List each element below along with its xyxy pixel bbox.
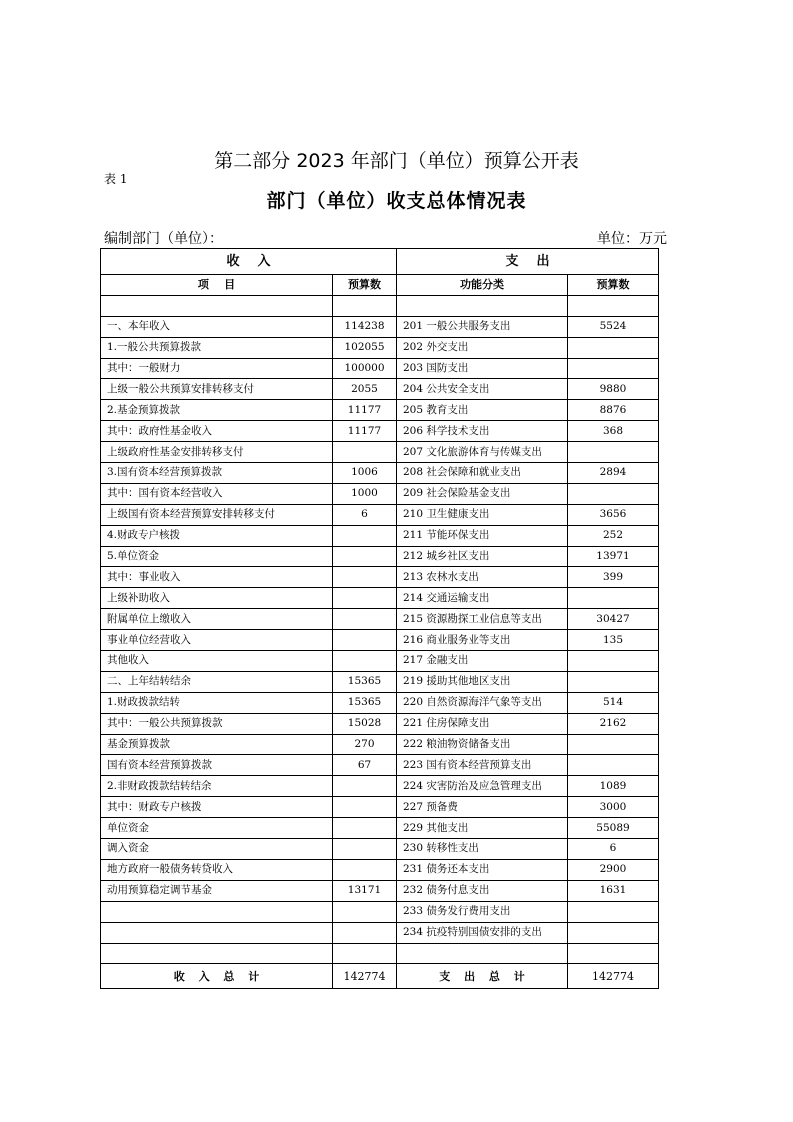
function-amount-cell: 368	[568, 421, 659, 442]
income-item-cell: 国有资本经营预算拨款	[101, 755, 333, 776]
income-amount-cell	[333, 797, 397, 818]
income-item-cell	[101, 901, 333, 922]
table-row	[101, 337, 659, 358]
function-amount-cell: 2894	[568, 463, 659, 484]
income-amount-cell	[333, 776, 397, 797]
function-amount-cell: 3656	[568, 504, 659, 525]
table-row	[101, 609, 659, 630]
table-body	[101, 295, 659, 964]
table-row	[101, 504, 659, 525]
table-row	[101, 922, 659, 943]
function-amount-cell: 252	[568, 525, 659, 546]
function-amount-cell	[568, 922, 659, 943]
function-item-cell: 202 外交支出	[397, 337, 568, 358]
function-item-cell: 221 住房保障支出	[397, 713, 568, 734]
table-row	[101, 713, 659, 734]
income-amount-cell	[333, 609, 397, 630]
income-amount-cell: 11177	[333, 421, 397, 442]
function-item-cell: 216 商业服务业等支出	[397, 630, 568, 651]
income-item-cell: 上级政府性基金安排转移支付	[101, 442, 333, 463]
income-item-cell	[101, 295, 333, 316]
function-amount-cell: 2900	[568, 859, 659, 880]
income-item-cell: 动用预算稳定调节基金	[101, 880, 333, 901]
function-item-cell	[397, 943, 568, 964]
function-amount-cell: 8876	[568, 400, 659, 421]
table-row	[101, 295, 659, 316]
function-item-cell: 214 交通运输支出	[397, 588, 568, 609]
income-item-cell: 1.财政拨款结转	[101, 692, 333, 713]
income-amount-cell	[333, 546, 397, 567]
function-amount-cell: 1631	[568, 880, 659, 901]
income-item-cell: 1.一般公共预算拨款	[101, 337, 333, 358]
function-item-cell: 211 节能环保支出	[397, 525, 568, 546]
expense-group-header: 支 出	[397, 249, 659, 275]
income-amount-cell: 15365	[333, 692, 397, 713]
table-row	[101, 839, 659, 860]
income-item-cell: 事业单位经营收入	[101, 630, 333, 651]
function-item-cell: 204 公共安全支出	[397, 379, 568, 400]
function-amount-cell	[568, 588, 659, 609]
function-item-cell: 209 社会保险基金支出	[397, 483, 568, 504]
function-amount-cell	[568, 734, 659, 755]
income-amount-cell: 2055	[333, 379, 397, 400]
income-amount-cell: 1006	[333, 463, 397, 484]
table-row	[101, 316, 659, 337]
budget2-column-header: 预算数	[568, 275, 659, 296]
income-amount-cell: 6	[333, 504, 397, 525]
income-total-label: 收 入 总 计	[101, 964, 333, 989]
table-row	[101, 546, 659, 567]
income-item-cell: 5.单位资金	[101, 546, 333, 567]
income-group-header: 收 入	[101, 249, 397, 275]
table-row	[101, 421, 659, 442]
table-row	[101, 651, 659, 672]
table-row	[101, 400, 659, 421]
income-amount-cell: 102055	[333, 337, 397, 358]
income-amount-cell	[333, 859, 397, 880]
income-amount-cell	[333, 588, 397, 609]
income-amount-cell: 15028	[333, 713, 397, 734]
expense-total-label: 支 出 总 计	[397, 964, 568, 989]
function-item-cell: 233 债务发行费用支出	[397, 901, 568, 922]
table-row	[101, 379, 659, 400]
table-row	[101, 630, 659, 651]
table-row	[101, 483, 659, 504]
table-row	[101, 692, 659, 713]
income-amount-cell: 1000	[333, 483, 397, 504]
function-amount-cell: 30427	[568, 609, 659, 630]
function-amount-cell: 135	[568, 630, 659, 651]
income-item-cell: 2.非财政拨款结转结余	[101, 776, 333, 797]
income-item-cell: 其中：财政专户核拨	[101, 797, 333, 818]
income-item-cell: 其中：国有资本经营收入	[101, 483, 333, 504]
income-amount-cell: 100000	[333, 358, 397, 379]
function-item-cell: 215 资源勘探工业信息等支出	[397, 609, 568, 630]
function-amount-cell: 55089	[568, 818, 659, 839]
table-row	[101, 463, 659, 484]
income-amount-cell: 15365	[333, 671, 397, 692]
income-amount-cell	[333, 943, 397, 964]
function-item-cell: 231 债务还本支出	[397, 859, 568, 880]
table-title: 部门（单位）收支总体情况表	[266, 190, 527, 212]
function-amount-cell	[568, 337, 659, 358]
function-item-cell: 206 科学技术支出	[397, 421, 568, 442]
function-item-cell: 205 教育支出	[397, 400, 568, 421]
function-item-cell: 219 援助其他地区支出	[397, 671, 568, 692]
function-item-cell: 213 农林水支出	[397, 567, 568, 588]
function-amount-cell	[568, 901, 659, 922]
function-item-cell: 208 社会保障和就业支出	[397, 463, 568, 484]
total-row	[101, 964, 659, 989]
table-row	[101, 818, 659, 839]
table-row	[101, 358, 659, 379]
function-item-cell: 222 粮油物资储备支出	[397, 734, 568, 755]
income-amount-cell	[333, 442, 397, 463]
income-item-cell: 其他收入	[101, 651, 333, 672]
budget-column-header: 预算数	[333, 275, 397, 296]
income-item-cell: 其中：事业收入	[101, 567, 333, 588]
income-amount-cell: 13171	[333, 880, 397, 901]
table-row	[101, 734, 659, 755]
column-header-row	[101, 275, 659, 296]
function-amount-cell	[568, 755, 659, 776]
function-amount-cell: 3000	[568, 797, 659, 818]
table-row	[101, 943, 659, 964]
income-amount-cell: 11177	[333, 400, 397, 421]
income-item-cell: 3.国有资本经营预算拨款	[101, 463, 333, 484]
function-item-cell: 224 灾害防治及应急管理支出	[397, 776, 568, 797]
income-item-cell	[101, 922, 333, 943]
function-column-header: 功能分类	[397, 275, 568, 296]
function-amount-cell: 1089	[568, 776, 659, 797]
income-item-cell: 其中：一般财力	[101, 358, 333, 379]
function-item-cell: 230 转移性支出	[397, 839, 568, 860]
income-item-cell: 上级国有资本经营预算安排转移支付	[101, 504, 333, 525]
income-item-cell: 二、上年结转结余	[101, 671, 333, 692]
income-amount-cell	[333, 295, 397, 316]
item-column-header: 项 目	[101, 275, 333, 296]
income-item-cell: 上级补助收入	[101, 588, 333, 609]
function-item-cell: 210 卫生健康支出	[397, 504, 568, 525]
table-row	[101, 797, 659, 818]
function-item-cell: 229 其他支出	[397, 818, 568, 839]
group-header-row	[101, 249, 659, 275]
function-item-cell: 207 文化旅游体育与传媒支出	[397, 442, 568, 463]
income-amount-cell	[333, 901, 397, 922]
income-item-cell: 单位资金	[101, 818, 333, 839]
part-title: 第二部分 2023 年部门（单位）预算公开表	[214, 150, 579, 172]
income-amount-cell: 114238	[333, 316, 397, 337]
budget-table	[100, 248, 659, 989]
function-item-cell: 234 抗疫特别国债安排的支出	[397, 922, 568, 943]
income-item-cell: 地方政府一般债务转贷收入	[101, 859, 333, 880]
income-item-cell: 上级一般公共预算安排转移支付	[101, 379, 333, 400]
compiler-label: 编制部门（单位）：	[104, 231, 223, 247]
function-item-cell: 201 一般公共服务支出	[397, 316, 568, 337]
function-amount-cell: 9880	[568, 379, 659, 400]
function-amount-cell: 399	[568, 567, 659, 588]
function-amount-cell	[568, 442, 659, 463]
income-item-cell: 调入资金	[101, 839, 333, 860]
income-item-cell: 其中：政府性基金收入	[101, 421, 333, 442]
income-item-cell: 4.财政专户核拨	[101, 525, 333, 546]
table-row	[101, 671, 659, 692]
table-row	[101, 755, 659, 776]
function-item-cell: 227 预备费	[397, 797, 568, 818]
function-item-cell: 217 金融支出	[397, 651, 568, 672]
function-item-cell: 223 国有资本经营预算支出	[397, 755, 568, 776]
function-amount-cell	[568, 671, 659, 692]
table-row	[101, 442, 659, 463]
expense-total-amount: 142774	[568, 964, 659, 989]
function-item-cell: 212 城乡社区支出	[397, 546, 568, 567]
income-item-cell: 附属单位上缴收入	[101, 609, 333, 630]
table-row	[101, 880, 659, 901]
income-amount-cell	[333, 651, 397, 672]
income-amount-cell	[333, 525, 397, 546]
income-item-cell: 基金预算拨款	[101, 734, 333, 755]
function-amount-cell	[568, 358, 659, 379]
income-item-cell	[101, 943, 333, 964]
income-amount-cell	[333, 630, 397, 651]
income-amount-cell	[333, 818, 397, 839]
table-row	[101, 901, 659, 922]
function-amount-cell: 6	[568, 839, 659, 860]
unit-label: 单位：万元	[597, 231, 667, 247]
table-number: 表 1	[104, 172, 128, 186]
function-amount-cell	[568, 943, 659, 964]
table-row	[101, 588, 659, 609]
income-item-cell: 其中：一般公共预算拨款	[101, 713, 333, 734]
function-amount-cell	[568, 483, 659, 504]
table-row	[101, 525, 659, 546]
function-amount-cell	[568, 651, 659, 672]
function-amount-cell: 514	[568, 692, 659, 713]
function-amount-cell	[568, 295, 659, 316]
function-amount-cell: 2162	[568, 713, 659, 734]
table-row	[101, 859, 659, 880]
income-amount-cell	[333, 567, 397, 588]
income-amount-cell	[333, 922, 397, 943]
function-item-cell	[397, 295, 568, 316]
function-item-cell: 220 自然资源海洋气象等支出	[397, 692, 568, 713]
function-item-cell: 232 债务付息支出	[397, 880, 568, 901]
income-amount-cell: 270	[333, 734, 397, 755]
function-amount-cell: 5524	[568, 316, 659, 337]
table-row	[101, 776, 659, 797]
income-amount-cell: 67	[333, 755, 397, 776]
income-total-amount: 142774	[333, 964, 397, 989]
income-amount-cell	[333, 839, 397, 860]
income-item-cell: 一、本年收入	[101, 316, 333, 337]
function-amount-cell: 13971	[568, 546, 659, 567]
table-row	[101, 567, 659, 588]
income-item-cell: 2.基金预算拨款	[101, 400, 333, 421]
function-item-cell: 203 国防支出	[397, 358, 568, 379]
